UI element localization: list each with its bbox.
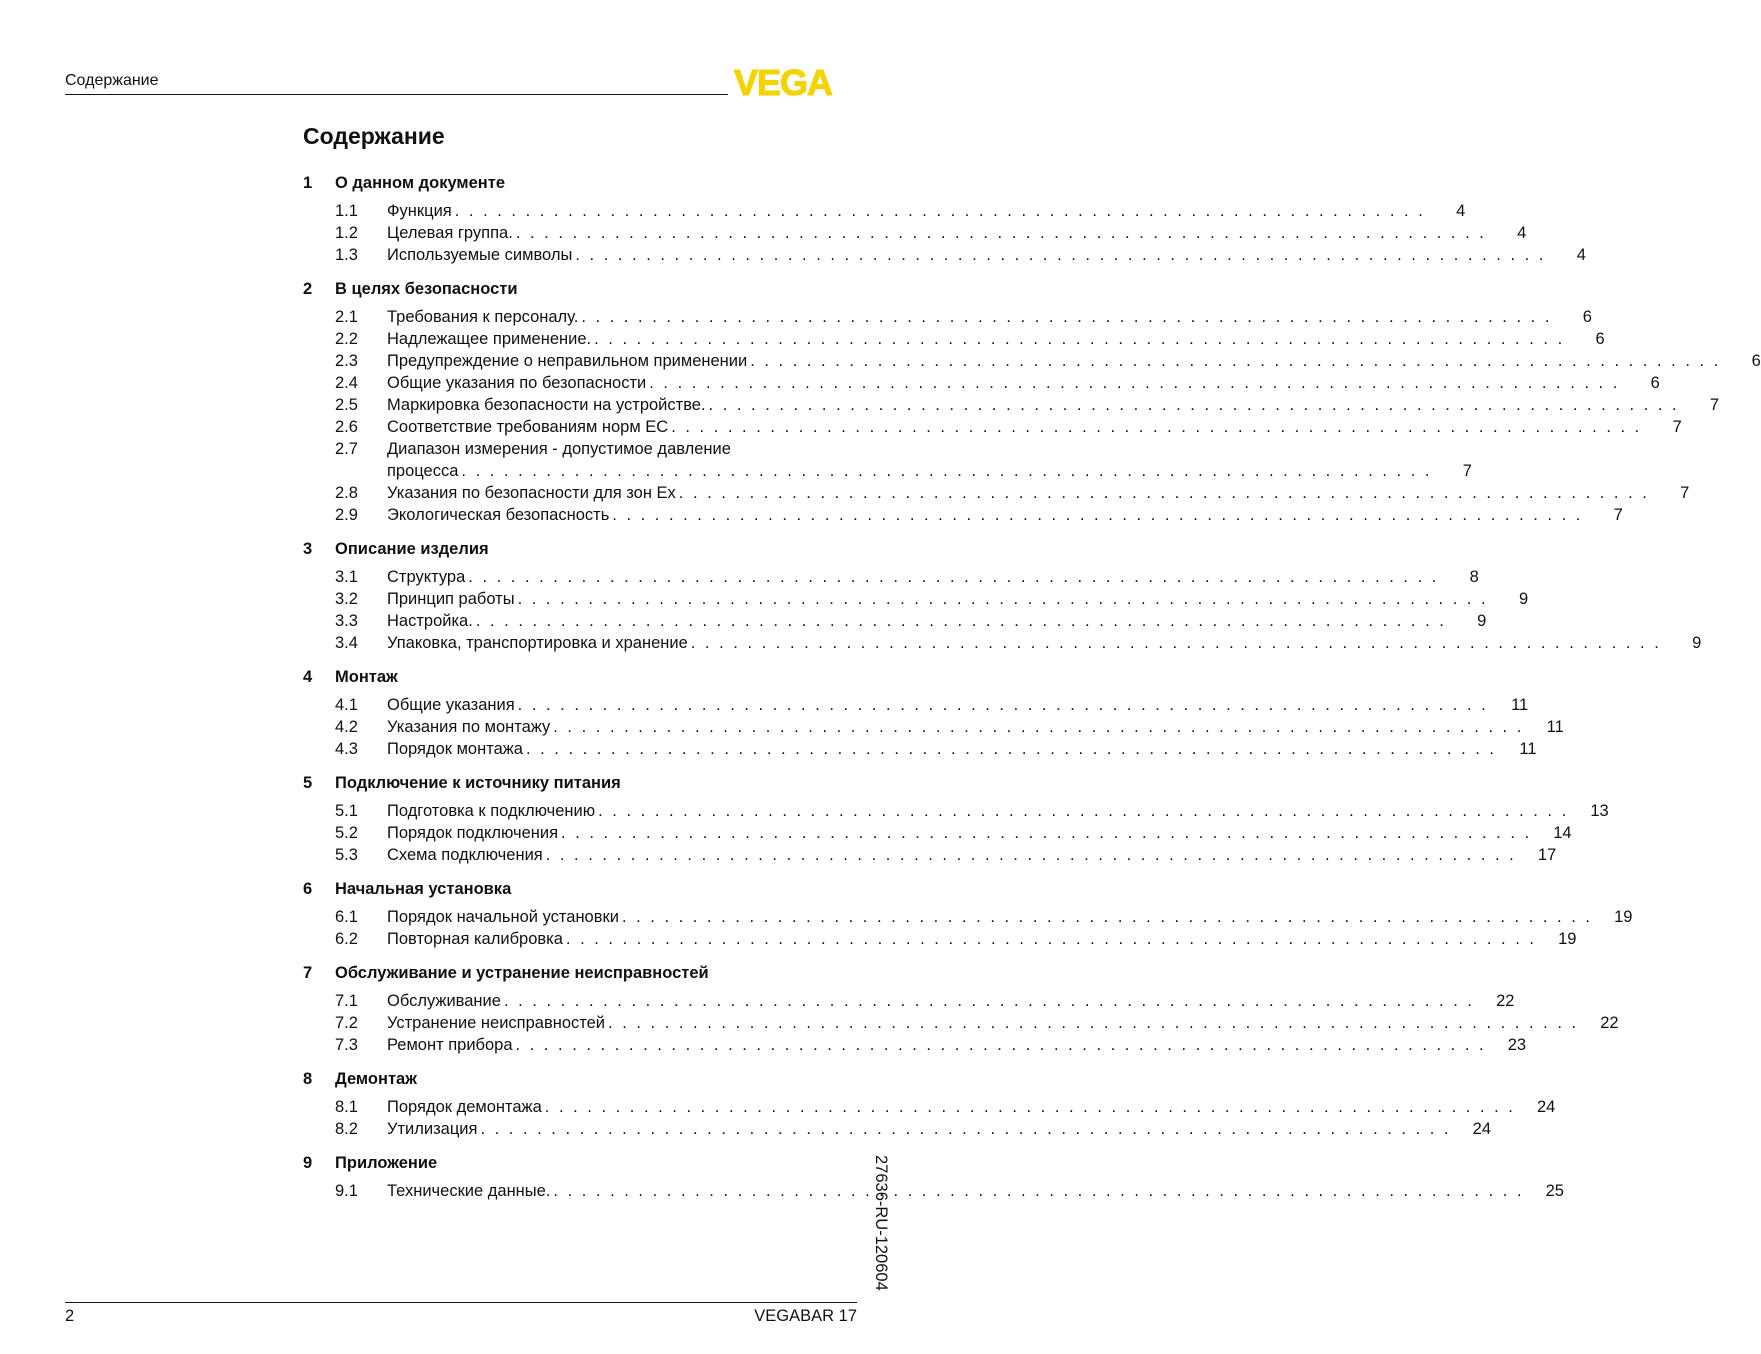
entry-title: Утилизация	[387, 1120, 478, 1138]
entry-page: 13	[1590, 802, 1609, 820]
section-title: О данном документе	[335, 173, 506, 192]
vega-logo	[734, 62, 858, 103]
toc-section-heading[interactable]	[303, 662, 859, 692]
leader-dots	[518, 694, 1489, 716]
toc-entry[interactable]	[303, 822, 1572, 844]
leader-dots	[612, 504, 1583, 526]
toc-entry[interactable]	[303, 694, 1529, 716]
toc-entry[interactable]	[303, 1034, 1527, 1056]
section-title: Начальная установка	[335, 879, 512, 898]
page-title: Содержание	[303, 123, 445, 149]
entry-page: 23	[1507, 1036, 1527, 1054]
entry-number: 1.3	[335, 246, 358, 264]
toc-entry[interactable]	[303, 438, 1472, 482]
entry-page: 11	[1519, 740, 1537, 758]
toc-entry[interactable]	[303, 350, 1761, 372]
entry-number: 7.1	[335, 992, 358, 1010]
entry-page: 6	[1595, 330, 1605, 348]
toc-entry[interactable]	[303, 1012, 1619, 1034]
toc-entry[interactable]	[303, 416, 1682, 438]
toc-entry[interactable]	[303, 200, 1466, 222]
section-title: Подключение к источнику питания	[335, 773, 621, 792]
toc-entry[interactable]	[303, 844, 1557, 866]
entry-title: Общие указания по безопасности	[387, 374, 647, 392]
toc-entry[interactable]	[303, 906, 1633, 928]
toc-entry[interactable]	[303, 610, 1487, 632]
toc-entry[interactable]	[303, 990, 1515, 1012]
leader-dots	[566, 928, 1537, 950]
entry-page: 4	[1456, 202, 1466, 220]
entry-number: 2.8	[335, 484, 358, 502]
entry-page: 6	[1650, 374, 1660, 392]
toc-entry[interactable]	[303, 800, 1609, 822]
section-title: Демонтаж	[335, 1069, 417, 1088]
leader-dots	[581, 306, 1552, 328]
section-number: 1	[303, 173, 313, 192]
entry-page: 6	[1582, 308, 1592, 326]
entry-number: 4.3	[335, 740, 358, 758]
entry-title: Надлежащее применение.	[387, 330, 592, 348]
entry-number: 1.2	[335, 224, 358, 242]
toc-section	[303, 1148, 1564, 1202]
entry-page: 25	[1545, 1182, 1564, 1200]
header-title: Содержание	[65, 72, 159, 89]
section-title: Описание изделия	[335, 539, 489, 558]
leader-dots	[691, 632, 1662, 654]
toc-entry[interactable]	[303, 738, 1537, 760]
leader-dots	[468, 566, 1439, 588]
entry-title: Функция	[387, 202, 452, 220]
document-code: 27636-RU-120604	[872, 1155, 890, 1291]
toc-entry[interactable]	[303, 306, 1592, 328]
toc-section	[303, 958, 1619, 1056]
entry-page: 19	[1558, 930, 1577, 948]
toc-entry[interactable]	[303, 222, 1527, 244]
leader-dots	[575, 244, 1546, 266]
toc-section	[303, 874, 1633, 950]
toc-entry[interactable]	[303, 1118, 1491, 1140]
entry-page: 9	[1692, 634, 1702, 652]
toc-section	[303, 534, 1702, 654]
leader-dots	[455, 200, 1426, 222]
entry-title: Повторная калибровка	[387, 930, 563, 948]
leader-dots	[516, 1034, 1487, 1056]
entry-number: 5.2	[335, 824, 358, 842]
leader-dots	[526, 738, 1497, 760]
leader-dots	[594, 328, 1565, 350]
section-number: 4	[303, 667, 313, 686]
toc-section-heading[interactable]	[303, 958, 859, 988]
section-title: В целях безопасности	[335, 279, 518, 298]
entry-number: 7.3	[335, 1036, 358, 1054]
leader-dots	[709, 394, 1680, 416]
footer-product-name: VEGABAR 17	[754, 1307, 857, 1325]
leader-dots	[546, 844, 1517, 866]
entry-page: 11	[1511, 696, 1529, 714]
leader-dots	[518, 588, 1489, 610]
entry-number: 3.2	[335, 590, 358, 608]
entry-title: Порядок монтажа	[387, 740, 523, 758]
entry-number: 7.2	[335, 1014, 358, 1032]
entry-title: Предупреждение о неправильном применении	[387, 352, 748, 370]
section-title: Приложение	[335, 1153, 438, 1172]
entry-title: Экологическая безопасность	[387, 506, 610, 524]
entry-number: 3.1	[335, 568, 358, 586]
entry-number: 9.1	[335, 1182, 358, 1200]
footer-rule	[65, 1302, 857, 1303]
entry-number: 3.4	[335, 634, 358, 652]
toc-section	[303, 662, 1564, 760]
entry-page: 7	[1680, 484, 1690, 502]
entry-page: 9	[1477, 612, 1487, 630]
entry-page: 9	[1518, 590, 1529, 608]
toc-entry[interactable]	[303, 566, 1479, 588]
entry-title: Общие указания	[387, 696, 515, 714]
toc-entry[interactable]	[303, 482, 1690, 504]
entry-page: 24	[1472, 1120, 1491, 1138]
toc-section-heading[interactable]	[303, 274, 859, 304]
toc-entry[interactable]	[303, 716, 1564, 738]
entry-title: Подготовка к подключению	[387, 802, 596, 820]
entry-title: Используемые символы	[387, 246, 573, 264]
entry-title: Настройка.	[387, 612, 473, 630]
entry-page: 22	[1600, 1014, 1619, 1032]
leader-dots	[622, 906, 1593, 928]
toc-entry[interactable]	[303, 1180, 1564, 1202]
toc-section-heading[interactable]	[303, 1148, 859, 1178]
entry-page: 7	[1613, 506, 1623, 524]
entry-page: 7	[1709, 396, 1720, 414]
section-number: 9	[303, 1153, 313, 1172]
toc-section-heading[interactable]	[303, 534, 859, 564]
entry-title: Указания по монтажу	[387, 718, 551, 736]
section-number: 6	[303, 879, 313, 898]
entry-title: Маркировка безопасности на устройстве.	[387, 396, 706, 414]
toc-section-heading[interactable]	[303, 1064, 859, 1094]
entry-page: 14	[1553, 824, 1572, 842]
entry-number: 2.7	[335, 440, 358, 458]
entry-title: Требования к персоналу.	[387, 308, 579, 326]
toc-entry[interactable]	[303, 244, 1586, 266]
entry-title: Обслуживание	[387, 992, 501, 1010]
entry-title: Целевая группа.	[387, 224, 513, 242]
entry-number: 8.2	[335, 1120, 358, 1138]
toc-section	[303, 168, 1586, 266]
entry-page: 7	[1462, 462, 1472, 480]
entry-title: Технические данные.	[387, 1182, 551, 1200]
entry-page: 24	[1536, 1098, 1556, 1116]
leader-dots	[461, 460, 1432, 482]
entry-number: 5.3	[335, 846, 358, 864]
entry-number: 2.4	[335, 374, 358, 392]
toc-section	[303, 274, 1761, 526]
leader-dots	[516, 222, 1487, 244]
section-number: 3	[303, 539, 313, 558]
toc-section-heading[interactable]	[303, 168, 859, 198]
toc-entry[interactable]	[303, 394, 1720, 416]
leader-dots	[561, 822, 1532, 844]
entry-page: 4	[1517, 224, 1527, 242]
entry-number: 2.3	[335, 352, 358, 370]
toc-section-heading[interactable]	[303, 874, 859, 904]
entry-page: 4	[1576, 246, 1586, 264]
toc-section	[303, 768, 1609, 866]
entry-page: 19	[1614, 908, 1633, 926]
entry-title: Порядок начальной установки	[387, 908, 619, 926]
entry-number: 4.1	[335, 696, 358, 714]
entry-title: Порядок демонтажа	[387, 1098, 542, 1116]
entry-title: Указания по безопасности для зон Ex	[387, 484, 676, 502]
leader-dots	[598, 800, 1569, 822]
leader-dots	[504, 990, 1475, 1012]
leader-dots	[553, 716, 1524, 738]
entry-number: 2.2	[335, 330, 358, 348]
section-number: 8	[303, 1069, 313, 1088]
section-title: Монтаж	[335, 667, 398, 686]
entry-title: Упаковка, транспортировка и хранение	[387, 634, 688, 652]
toc-entry[interactable]	[303, 928, 1577, 950]
entry-number: 1.1	[335, 202, 358, 220]
entry-page: 11	[1546, 718, 1564, 736]
toc-entry[interactable]	[303, 328, 1605, 350]
section-number: 7	[303, 963, 313, 982]
entry-page: 8	[1469, 568, 1479, 586]
table-of-contents	[303, 168, 1761, 1210]
toc-entry[interactable]	[303, 504, 1623, 526]
entry-number: 2.5	[335, 396, 358, 414]
toc-section	[303, 1064, 1556, 1140]
entry-number: 5.1	[335, 802, 358, 820]
entry-title: Устранение неисправностей	[387, 1014, 606, 1032]
entry-page: 17	[1537, 846, 1557, 864]
toc-entry[interactable]	[303, 372, 1660, 394]
entry-page: 7	[1672, 418, 1682, 436]
entry-number: 3.3	[335, 612, 358, 630]
header-rule	[65, 94, 728, 95]
entry-number: 6.2	[335, 930, 358, 948]
entry-title: Схема подключения	[387, 846, 543, 864]
entry-page: 22	[1496, 992, 1515, 1010]
section-title: Обслуживание и устранение неисправностей	[335, 963, 709, 982]
entry-title-continued: процесса	[387, 462, 459, 480]
leader-dots	[480, 1118, 1451, 1140]
entry-title: Соответствие требованиям норм ЕС	[387, 418, 669, 436]
section-number: 2	[303, 279, 313, 298]
footer-page-number: 2	[65, 1307, 75, 1325]
section-number: 5	[303, 773, 313, 792]
entry-title: Ремонт прибора	[387, 1036, 513, 1054]
entry-title: Принцип работы	[387, 590, 515, 608]
svg-text:VEGA: VEGA	[734, 62, 833, 103]
toc-section-heading[interactable]	[303, 768, 859, 798]
leader-dots	[679, 482, 1650, 504]
toc-entry[interactable]	[303, 588, 1529, 610]
leader-dots	[671, 416, 1642, 438]
leader-dots	[545, 1096, 1516, 1118]
toc-entry[interactable]	[303, 632, 1702, 654]
leader-dots	[476, 610, 1447, 632]
entry-number: 8.1	[335, 1098, 358, 1116]
entry-number: 4.2	[335, 718, 358, 736]
entry-page: 6	[1751, 352, 1761, 370]
entry-number: 6.1	[335, 908, 358, 926]
entry-number: 2.9	[335, 506, 358, 524]
entry-number: 2.6	[335, 418, 358, 436]
toc-entry[interactable]	[303, 1096, 1556, 1118]
entry-title: Диапазон измерения - допустимое давление	[387, 440, 731, 458]
leader-dots	[649, 372, 1620, 394]
entry-title: Структура	[387, 568, 466, 586]
leader-dots	[750, 350, 1721, 372]
entry-number: 2.1	[335, 308, 358, 326]
entry-title: Порядок подключения	[387, 824, 559, 842]
leader-dots	[553, 1180, 1524, 1202]
leader-dots	[608, 1012, 1579, 1034]
